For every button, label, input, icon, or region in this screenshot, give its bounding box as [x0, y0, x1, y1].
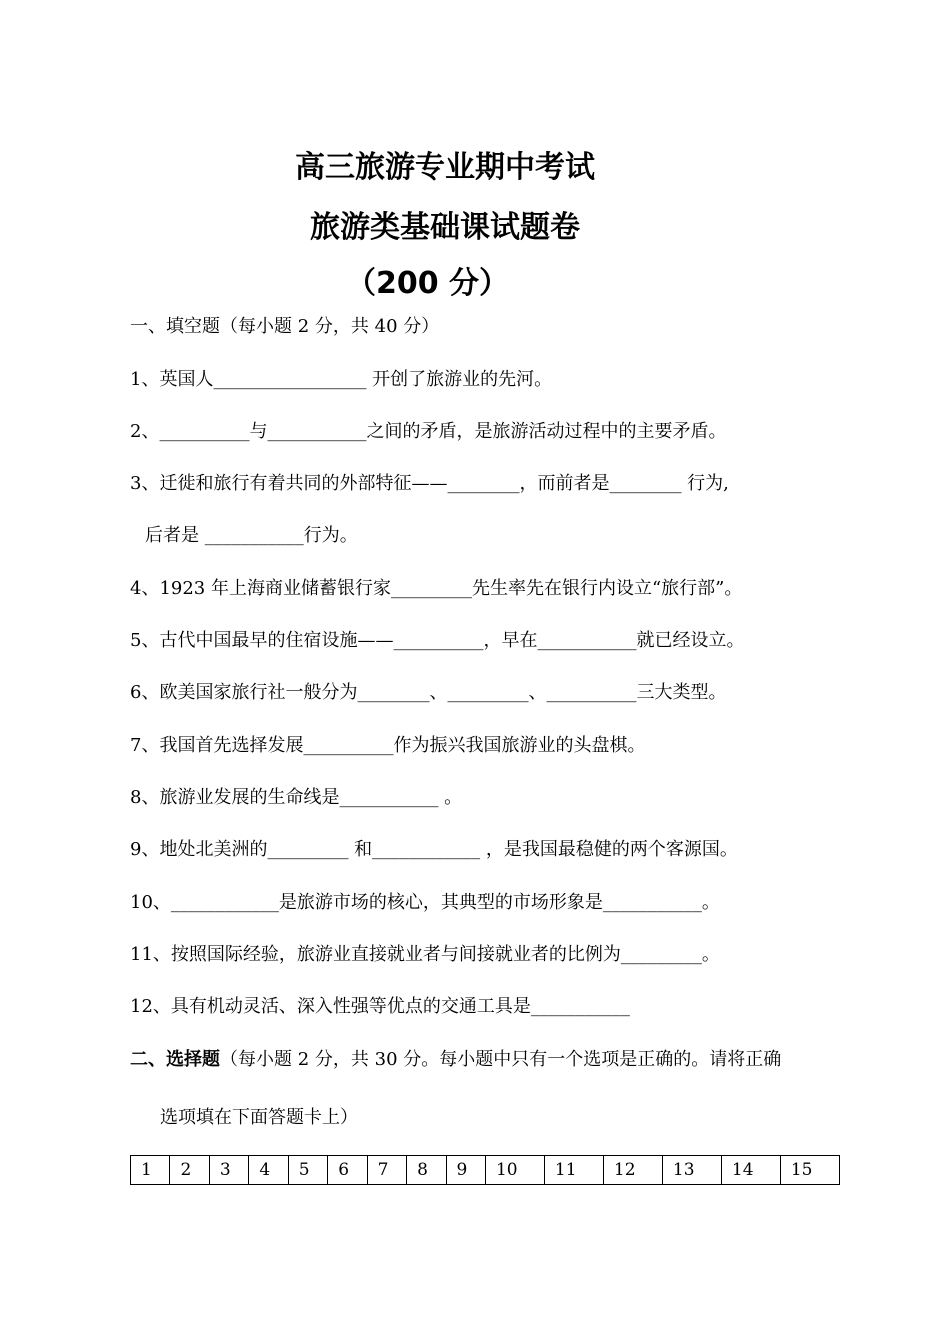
answer-card-table: [130, 1155, 840, 1185]
answer-cell: 8: [407, 1156, 446, 1185]
answer-cell: 1: [131, 1156, 170, 1185]
exam-subtitle: 旅游类基础课试题卷: [310, 210, 580, 245]
question-12: 12、具有机动灵活、深入性强等优点的交通工具是___________: [130, 996, 630, 1017]
answer-cell: 14: [721, 1156, 780, 1185]
question-2: 2、__________与___________之间的矛盾，是旅游活动过程中的主要矛盾。: [130, 421, 727, 442]
question-3-cont: 后者是 ___________行为。: [145, 525, 358, 546]
exam-title: 高三旅游专业期中考试: [295, 150, 595, 185]
question-4: 4、1923 年上海商业储蓄银行家_________先生率先在银行内设立“旅行部”。: [130, 578, 743, 599]
answer-cell: 12: [603, 1156, 662, 1185]
answer-cell: 2: [170, 1156, 209, 1185]
question-11: 11、按照国际经验，旅游业直接就业者与间接就业者的比例为_________。: [130, 944, 720, 965]
answer-card-row: [131, 1156, 840, 1185]
question-10: 10、____________是旅游市场的核心，其典型的市场形象是___________。: [130, 892, 720, 913]
section2-heading: [130, 1048, 781, 1072]
section2-heading-bold: 二、选择题: [130, 1049, 220, 1070]
section2-heading-cont: 选项填在下面答题卡上）: [160, 1107, 358, 1128]
answer-cell: 10: [485, 1156, 544, 1185]
answer-cell: 5: [288, 1156, 327, 1185]
section2-heading-rest: （每小题 2 分，共 30 分。每小题中只有一个选项是正确的。请将正确: [220, 1049, 782, 1070]
answer-cell: 6: [328, 1156, 367, 1185]
question-3: 3、迁徙和旅行有着共同的外部特征——________，而前者是________ 行为,: [130, 473, 729, 494]
answer-cell: 13: [662, 1156, 721, 1185]
question-1: 1、英国人_________________ 开创了旅游业的先河。: [130, 369, 553, 390]
answer-cell: 15: [780, 1156, 839, 1185]
exam-total-score: （200 分）: [345, 266, 510, 301]
question-9: 9、地处北美洲的_________ 和____________ ，是我国最稳健的两个客源国。: [130, 839, 738, 860]
answer-cell: 3: [209, 1156, 248, 1185]
answer-cell: 11: [544, 1156, 603, 1185]
section1-heading: 一、填空题（每小题 2 分，共 40 分）: [130, 316, 440, 337]
answer-cell: 9: [446, 1156, 485, 1185]
answer-cell: 7: [367, 1156, 406, 1185]
question-8: 8、旅游业发展的生命线是___________ 。: [130, 787, 463, 808]
question-5: 5、古代中国最早的住宿设施——__________，早在___________就已经设立。: [130, 630, 745, 651]
question-7: 7、我国首先选择发展__________作为振兴我国旅游业的头盘棋。: [130, 735, 646, 756]
question-6: 6、欧美国家旅行社一般分为________、_________、__________三大类型。: [130, 682, 727, 703]
answer-cell: 4: [249, 1156, 288, 1185]
